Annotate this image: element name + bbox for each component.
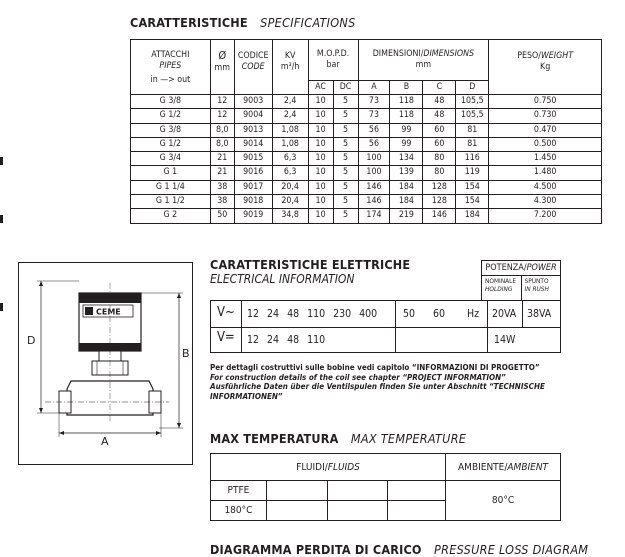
spec-cell: 128 bbox=[423, 195, 456, 209]
specs-body bbox=[131, 95, 602, 224]
spec-cell: 9016 bbox=[234, 166, 272, 180]
spec-cell: G 1 1/2 bbox=[131, 195, 211, 209]
spec-cell: 99 bbox=[390, 137, 423, 151]
spec-cell: 60 bbox=[423, 137, 456, 151]
dc-holding: 14W bbox=[494, 334, 516, 346]
spec-cell: 20,4 bbox=[272, 195, 308, 209]
spec-cell: 80 bbox=[423, 152, 456, 166]
temperature-title: MAX TEMPERATURA MAX TEMPERATURE bbox=[210, 431, 467, 446]
spec-cell: 0.730 bbox=[489, 109, 602, 123]
spec-cell: 9018 bbox=[234, 195, 272, 209]
brand-logo-text: CEME bbox=[96, 307, 121, 317]
material-cell: PTFE bbox=[211, 481, 267, 501]
ac-freq-50: 50 bbox=[403, 308, 416, 320]
spec-cell: 10 bbox=[308, 180, 333, 194]
spec-cell: 5 bbox=[333, 109, 358, 123]
spec-cell: 60 bbox=[423, 123, 456, 137]
specs-header-row bbox=[131, 40, 602, 81]
spec-cell: 9014 bbox=[234, 137, 272, 151]
dim-b-label: B bbox=[182, 347, 190, 360]
dim-a-label: A bbox=[101, 435, 109, 448]
spec-cell: 10 bbox=[308, 137, 333, 151]
spec-cell: 5 bbox=[333, 137, 358, 151]
col-dc: DC bbox=[333, 81, 358, 95]
spec-cell: 184 bbox=[390, 195, 423, 209]
spec-cell: 146 bbox=[358, 180, 390, 194]
ac-inrush: 38VA bbox=[527, 308, 552, 320]
spec-cell: 6,3 bbox=[272, 166, 308, 180]
spec-row bbox=[131, 166, 602, 180]
spec-cell: 146 bbox=[358, 195, 390, 209]
hz-unit: Hz bbox=[467, 308, 480, 320]
col-dimensions: DIMENSIONI/DIMENSIONS mm bbox=[358, 40, 489, 81]
spec-cell: 12 bbox=[210, 95, 234, 109]
spec-row bbox=[131, 152, 602, 166]
spec-cell: 9003 bbox=[234, 95, 272, 109]
spec-cell: 81 bbox=[456, 123, 489, 137]
inrush-header: SPUNTO IN RUSH bbox=[524, 277, 549, 293]
fluids-header: FLUIDI/FLUIDS bbox=[211, 454, 446, 481]
spec-cell: 56 bbox=[358, 137, 390, 151]
spec-row bbox=[131, 95, 602, 109]
spec-cell: 56 bbox=[358, 123, 390, 137]
ac-voltages: 12 24 48 110 230 400 bbox=[247, 308, 378, 320]
holding-header: NOMINALE HOLDING bbox=[482, 276, 522, 301]
spec-row bbox=[131, 109, 602, 123]
spec-cell: 5 bbox=[333, 123, 358, 137]
spec-cell: 0.750 bbox=[489, 95, 602, 109]
col-b: B bbox=[390, 81, 423, 95]
spec-cell: 80 bbox=[423, 166, 456, 180]
solenoid-valve-diagram bbox=[19, 263, 192, 464]
spec-cell: 9019 bbox=[234, 209, 272, 223]
ac-freq-60: 60 bbox=[433, 308, 446, 320]
spec-cell: 10 bbox=[308, 166, 333, 180]
spec-cell: 2,4 bbox=[272, 109, 308, 123]
spec-cell: 1.450 bbox=[489, 152, 602, 166]
spec-cell: 5 bbox=[333, 166, 358, 180]
spec-row bbox=[131, 180, 602, 194]
spec-cell: G 1 bbox=[131, 166, 211, 180]
spec-cell: 2,4 bbox=[272, 95, 308, 109]
spec-cell: 105,5 bbox=[456, 109, 489, 123]
col-diameter: Ø mm bbox=[210, 40, 234, 95]
temperature-material-row bbox=[211, 481, 561, 501]
spec-cell: 184 bbox=[456, 209, 489, 223]
spec-cell: 9015 bbox=[234, 152, 272, 166]
dc-voltages: 12 24 48 110 bbox=[247, 334, 326, 346]
spec-cell: 73 bbox=[358, 109, 390, 123]
spec-cell: 10 bbox=[308, 95, 333, 109]
spec-cell: 105,5 bbox=[456, 95, 489, 109]
spec-row bbox=[131, 123, 602, 137]
spec-cell: 7.200 bbox=[489, 209, 602, 223]
col-code: CODICE CODE bbox=[234, 40, 272, 95]
spec-cell: 8,0 bbox=[210, 137, 234, 151]
spec-cell: 128 bbox=[423, 180, 456, 194]
spec-cell: 146 bbox=[423, 209, 456, 223]
spec-cell: 38 bbox=[210, 180, 234, 194]
spec-row bbox=[131, 195, 602, 209]
spec-cell: 118 bbox=[390, 95, 423, 109]
spec-cell: 134 bbox=[390, 152, 423, 166]
spec-cell: 48 bbox=[423, 109, 456, 123]
spec-cell: 174 bbox=[358, 209, 390, 223]
spec-cell: 100 bbox=[358, 166, 390, 180]
col-a: A bbox=[358, 81, 390, 95]
spec-cell: 1,08 bbox=[272, 123, 308, 137]
margin-mark bbox=[0, 215, 3, 223]
spec-cell: 21 bbox=[210, 166, 234, 180]
col-mopd: M.O.P.D. bar bbox=[308, 40, 358, 81]
electrical-title: CARATTERISTICHE ELETTRICHE bbox=[210, 257, 411, 272]
spec-row bbox=[131, 137, 602, 151]
spec-cell: 4.500 bbox=[489, 180, 602, 194]
spec-cell: 118 bbox=[390, 109, 423, 123]
col-c: C bbox=[423, 81, 456, 95]
col-ac: AC bbox=[308, 81, 333, 95]
electrical-subtitle: ELECTRICAL INFORMATION bbox=[210, 272, 355, 286]
temperature-table bbox=[210, 453, 561, 521]
spec-cell: 184 bbox=[390, 180, 423, 194]
spec-cell: 48 bbox=[423, 95, 456, 109]
spec-cell: 100 bbox=[358, 152, 390, 166]
spec-cell: 9017 bbox=[234, 180, 272, 194]
spec-cell: 5 bbox=[333, 95, 358, 109]
pressure-title: DIAGRAMMA PERDITA DI CARICO PRESSURE LOSS DIAGRAM bbox=[210, 542, 589, 557]
spec-cell: 4.300 bbox=[489, 195, 602, 209]
dc-symbol: V= bbox=[217, 330, 235, 345]
spec-cell: 1,08 bbox=[272, 137, 308, 151]
margin-mark bbox=[0, 303, 3, 311]
spec-cell: 5 bbox=[333, 195, 358, 209]
spec-cell: 6,3 bbox=[272, 152, 308, 166]
spec-cell: 10 bbox=[308, 123, 333, 137]
spec-cell: 5 bbox=[333, 152, 358, 166]
spec-cell: 8,0 bbox=[210, 123, 234, 137]
specs-title: CARATTERISTICHE SPECIFICATIONS bbox=[130, 15, 356, 30]
spec-cell: 154 bbox=[456, 180, 489, 194]
col-attachments: ATTACCHI PIPES in —> out bbox=[131, 40, 211, 95]
power-header: POTENZA/POWER NOMINALE HOLDING SPUNTO IN RUSH bbox=[481, 260, 561, 300]
spec-cell: G 3/8 bbox=[131, 123, 211, 137]
spec-cell: 9004 bbox=[234, 109, 272, 123]
spec-cell: 219 bbox=[390, 209, 423, 223]
brand-logo-icon bbox=[85, 307, 93, 315]
dim-d-label: D bbox=[27, 334, 36, 347]
spec-cell: 10 bbox=[308, 152, 333, 166]
spec-cell: 73 bbox=[358, 95, 390, 109]
ambient-header: AMBIENTE/AMBIENT bbox=[446, 454, 561, 481]
ac-symbol: V~ bbox=[217, 305, 235, 320]
coil-notes: Per dettagli costruttivi sulle bobine vedi capitolo “INFORMAZIONI DI PROGETTO” For construction details of the coil see chapter “PROJECT INFORMATION” Ausführliche Daten über die Ventilspulen finden Sie unter Abschnitt “TECHNISCHE INFORMATIONEN” bbox=[210, 363, 545, 401]
spec-cell: 21 bbox=[210, 152, 234, 166]
spec-cell: 139 bbox=[390, 166, 423, 180]
temperature-header-row bbox=[211, 454, 561, 481]
col-d: D bbox=[456, 81, 489, 95]
spec-cell: 10 bbox=[308, 209, 333, 223]
col-weight: PESO/WEIGHT Kg bbox=[489, 40, 602, 95]
ac-holding: 20VA bbox=[492, 308, 517, 320]
spec-cell: 5 bbox=[333, 209, 358, 223]
spec-cell: 81 bbox=[456, 137, 489, 151]
ambient-temp: 80°C bbox=[446, 481, 561, 521]
electrical-grid bbox=[210, 300, 561, 353]
valve-drawing bbox=[18, 262, 193, 465]
spec-cell: 0.500 bbox=[489, 137, 602, 151]
specs-table bbox=[130, 39, 602, 224]
spec-cell: 50 bbox=[210, 209, 234, 223]
col-kv: KV m³/h bbox=[272, 40, 308, 95]
spec-row bbox=[131, 209, 602, 223]
spec-cell: G 3/4 bbox=[131, 152, 211, 166]
spec-cell: 116 bbox=[456, 152, 489, 166]
spec-cell: 5 bbox=[333, 180, 358, 194]
spec-cell: 154 bbox=[456, 195, 489, 209]
spec-cell: G 1 1/4 bbox=[131, 180, 211, 194]
spec-cell: G 3/8 bbox=[131, 95, 211, 109]
spec-cell: G 1/2 bbox=[131, 137, 211, 151]
spec-cell: 10 bbox=[308, 109, 333, 123]
spec-cell: 12 bbox=[210, 109, 234, 123]
spec-cell: G 2 bbox=[131, 209, 211, 223]
spec-cell: 10 bbox=[308, 195, 333, 209]
spec-cell: 0.470 bbox=[489, 123, 602, 137]
spec-cell: 119 bbox=[456, 166, 489, 180]
spec-cell: 34,8 bbox=[272, 209, 308, 223]
spec-cell: 38 bbox=[210, 195, 234, 209]
spec-cell: G 1/2 bbox=[131, 109, 211, 123]
margin-mark bbox=[0, 157, 3, 165]
spec-cell: 1.480 bbox=[489, 166, 602, 180]
spec-cell: 99 bbox=[390, 123, 423, 137]
spec-cell: 20,4 bbox=[272, 180, 308, 194]
spec-cell: 9013 bbox=[234, 123, 272, 137]
fluid-temp: 180°C bbox=[211, 501, 267, 521]
